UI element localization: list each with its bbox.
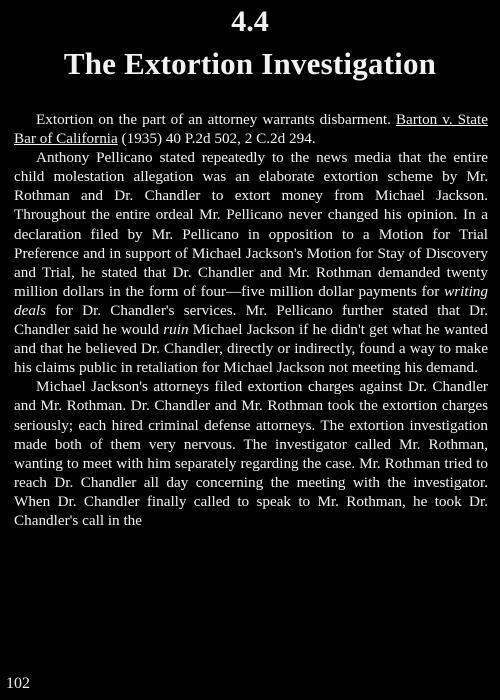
paragraph-2-part-3: Michael Jackson if he didn't get what he wanted and that he believed Dr. Chandler, directly or indirectly, found a way to make his claims public in retaliation for Michael Jackson not meeting his demand. bbox=[14, 321, 488, 377]
paragraph-1 bbox=[14, 110, 488, 148]
case-reporter-citation: (1935) 40 P.2d 502, 2 C.2d 294. bbox=[117, 130, 316, 148]
paragraph-2 bbox=[14, 148, 488, 377]
paragraph-2-part-1: Anthony Pellicano stated repeatedly to the news media that the entire child molestation allegation was an elaborate extortion scheme by Mr. Rothman and Dr. Chandler to extort money from Michael Jackson. Throughout the entire ordeal Mr. Pellicano never changed his opinion. In a declaration filed by Mr. Pellicano in opposition to a Motion for Trial Preference and in support of Michael Jackson's Motion for Stay of Discovery and Trial, he stated that Dr. Chandler and Mr. Rothman demanded twenty million dollars in the form of four—five million dollar payments for bbox=[14, 149, 488, 300]
paragraph-2-italic-writing-deals: writing deals bbox=[14, 282, 488, 319]
body-text bbox=[14, 110, 488, 530]
paragraph-2-italic-ruin: ruin bbox=[163, 321, 189, 339]
paragraph-1-lead: Extortion on the part of an attorney warrants disbarment. bbox=[36, 111, 396, 128]
page-number: 102 bbox=[6, 675, 30, 692]
section-title: The Extortion Investigation bbox=[63, 46, 437, 81]
case-name-citation: Barton v. State Bar of California bbox=[14, 111, 489, 148]
paragraph-3: Michael Jackson's attorneys filed extortion charges against Dr. Chandler and Mr. Rothman. Dr. Chandler and Mr. Rothman took the extortion charges seriously; each hired criminal defense attorneys. The extortion investigation made both of them very nervous. The investigator called Mr. Rothman, wanting to meet with him separately regarding the case. Mr. Rothman tried to reach Dr. Chandler all day concerning the meeting with the investigator. When Dr. Chandler finally called to speak to Mr. Rothman, he took Dr. Chandler's call in the bbox=[14, 378, 488, 529]
section-number: 4.4 bbox=[231, 5, 269, 38]
paragraph-2-part-2: for Dr. Chandler's services. Mr. Pellicano further stated that Dr. Chandler said he would bbox=[14, 301, 488, 339]
